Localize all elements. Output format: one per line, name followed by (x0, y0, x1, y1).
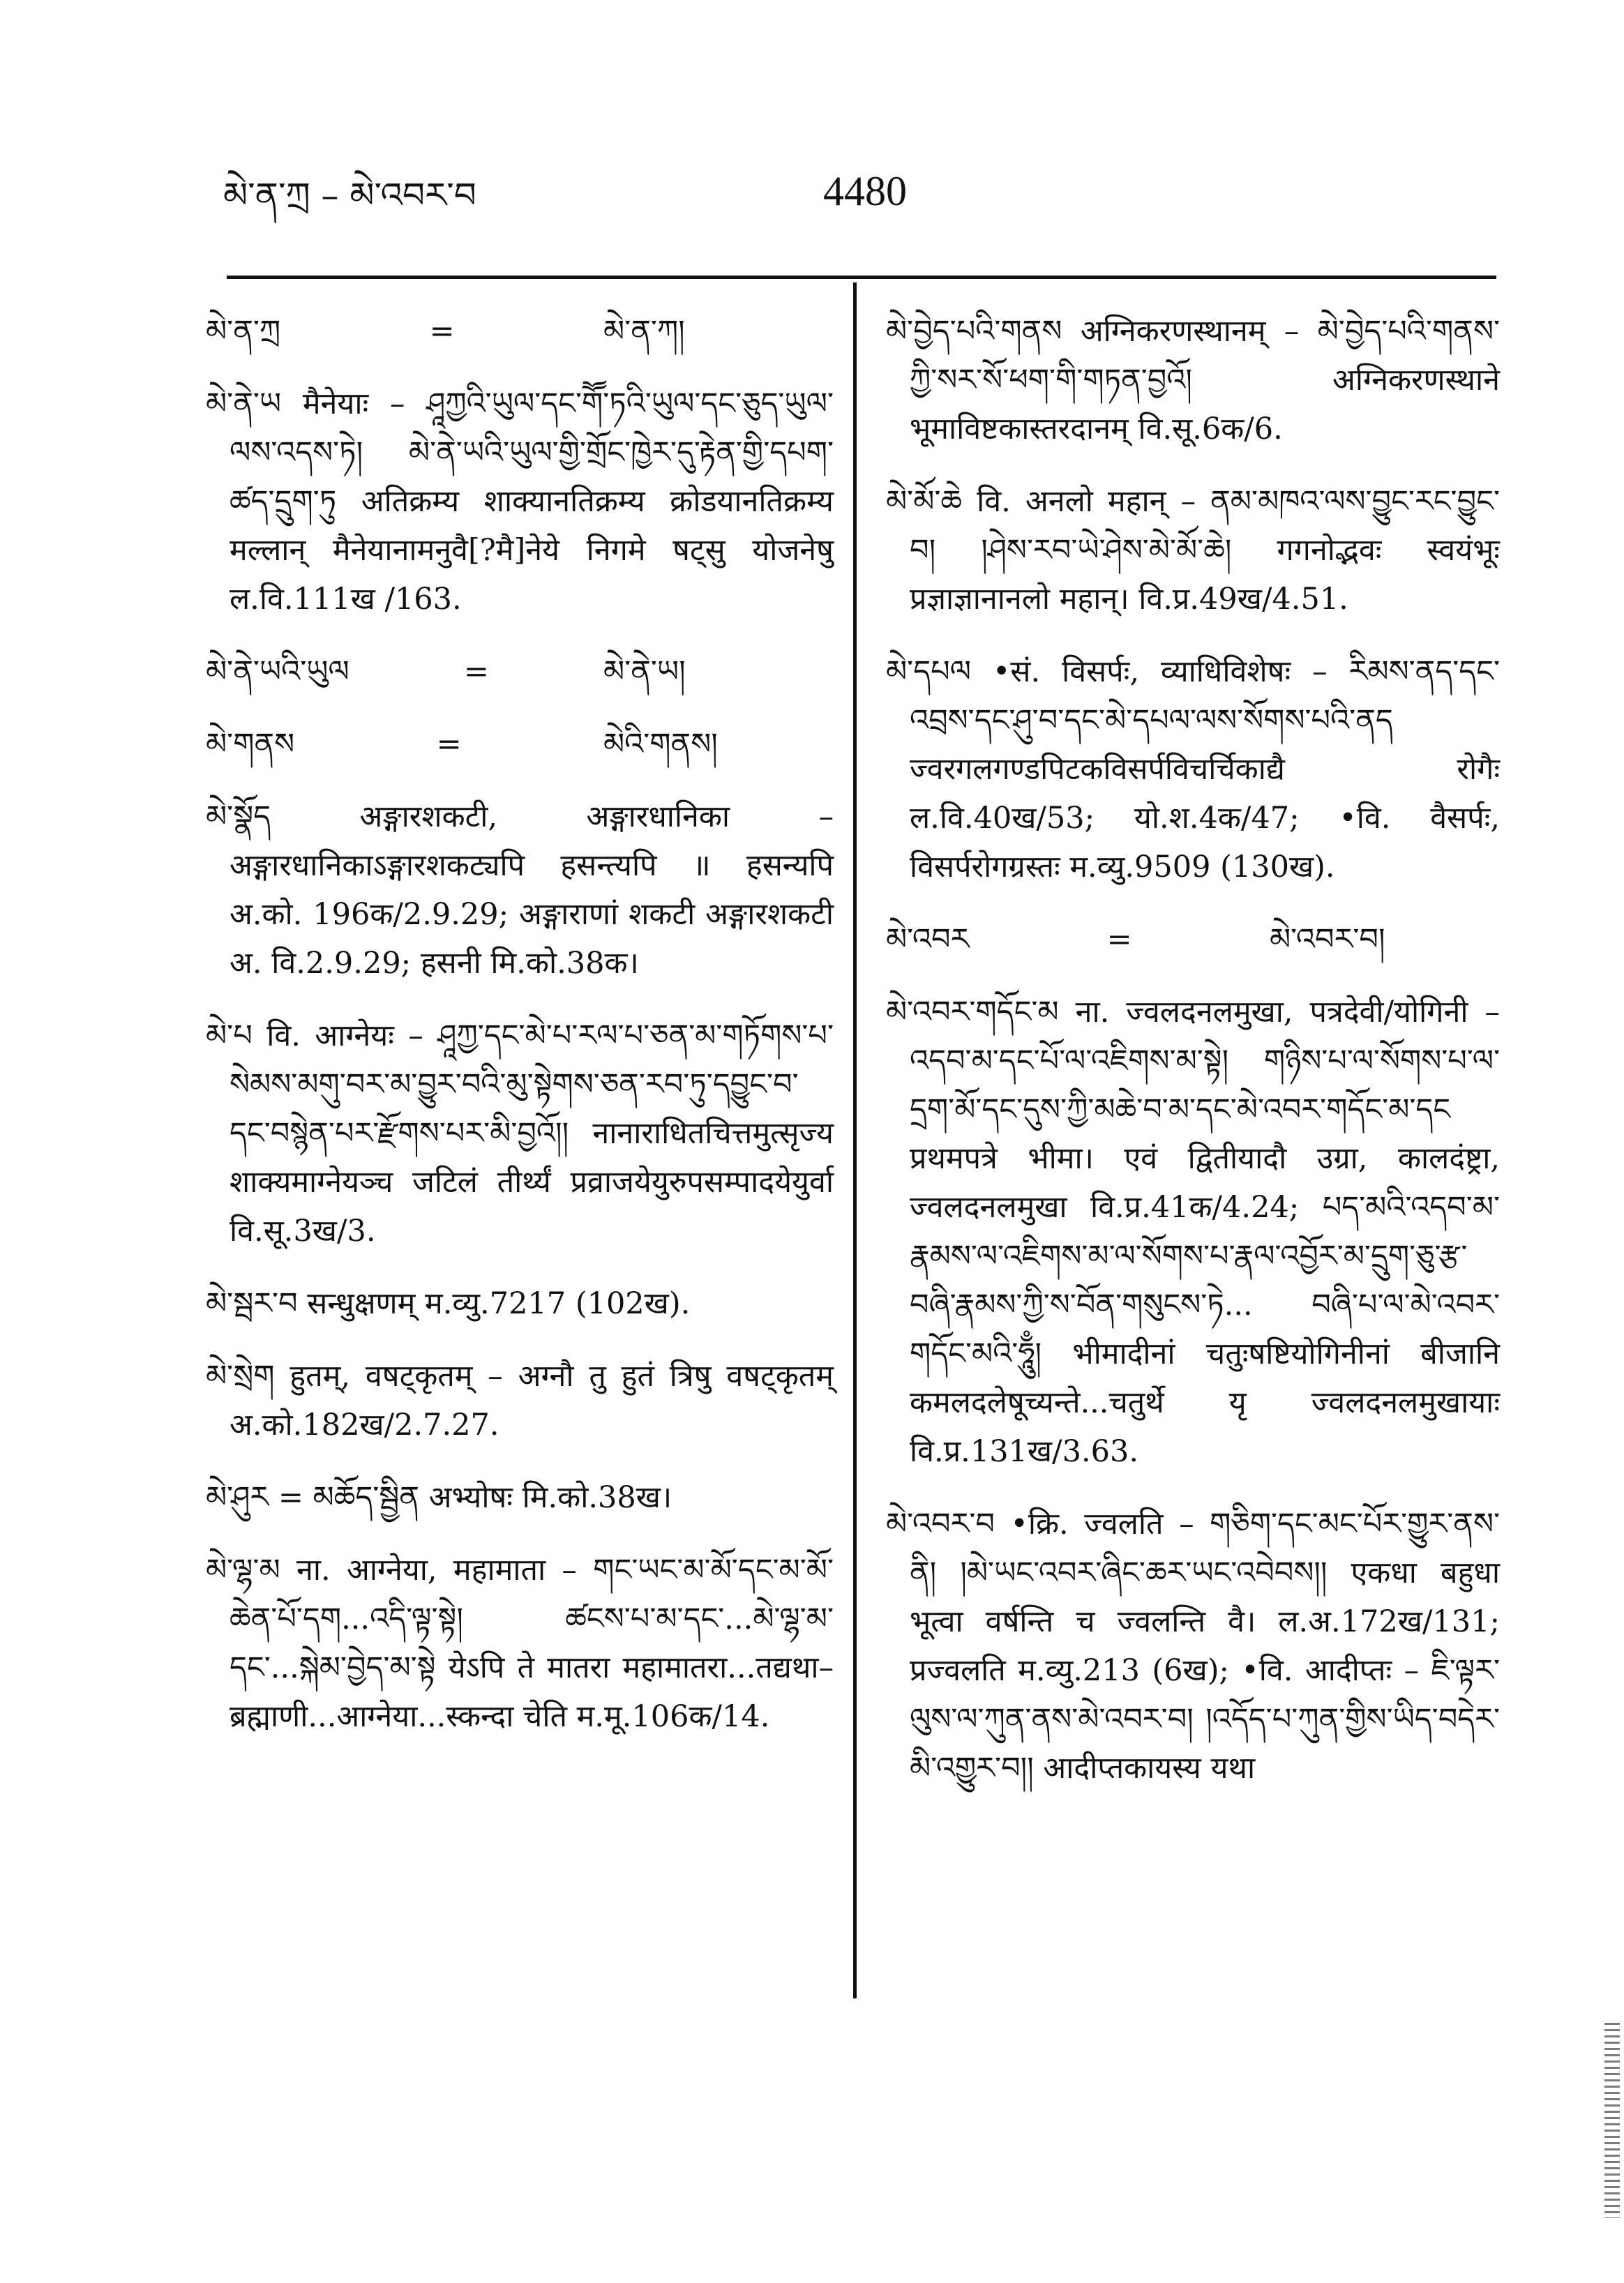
equals-sign: = (1106, 922, 1132, 957)
headword: མེ་ན་ཀྲ (206, 314, 281, 349)
left-column (206, 307, 834, 1765)
headword: མེ་འབར (886, 922, 970, 957)
equals-sign: = (436, 727, 462, 762)
running-header-range: མེ་ན་ཀྲ – མེ་འབར་བ (223, 175, 476, 216)
dictionary-entry: མེ་དཔལ •सं. विसर्पः, व्याधिविशेषः – རིམས་ནད་དང་འབྲས་དང་ཤུ་བ་དང་མེ་དཔལ་ལས་སོགས་པའི་ནད ज्वरगलगण्डपिटकविसर्पविचर्चिकाद्यै रोगैः ल.वि.40ख/53; यो.श.4क/47; •वि. वैसर्पः, विसर्परोगग्रस्तः म.व्यु.9509 (130ख). (886, 654, 1500, 884)
page-number: 4480 (823, 168, 907, 214)
column-divider (853, 282, 857, 1998)
reference-target: མེ་ན་ཀ། (603, 314, 685, 349)
dictionary-entry: མེ་བྱེད་པའི་གནས अग्निकरणस्थानम् – མེ་བྱེད་པའི་གནས་ཀྱི་སར་སོ་ཕག་གི་གཏན་བྱའོ། अग्निकरणस्थाने भूमाविष्टकास्तरदानम् वि.सू.6क/6. (886, 314, 1500, 446)
headword: མེ་གནས (206, 727, 295, 762)
reference-target: མེ་འབར་བ། (1270, 922, 1385, 957)
right-column (886, 307, 1500, 1816)
dictionary-entry: མེ་འབར་གདོང་མ ना. ज्वलदनलमुखा, पत्रदेवी/योगिनी – འདབ་མ་དང་པོ་ལ་འཇིགས་མ་སྟེ། གཉིས་པ་ལ་སོགས་པ་ལ་དྲག་མོ་དང་དུས་ཀྱི་མཆེ་བ་མ་དང་མེ་འབར་གདོང་མ་དང प्रथमपत्रे भीमा। एवं द्वितीयादौ उग्रा, कालदंष्ट्रा, ज्वलदनलमुखा वि.प्र.41क/4.24; པད་མའི་འདབ་མ་རྣམས་ལ་འཇིགས་མ་ལ་སོགས་པ་རྣལ་འབྱོར་མ་དྲུག་ཅུ་རྩ་བཞི་རྣམས་ཀྱི་ས་བོན་གསུངས་ཏེ... བཞི་པ་ལ་མེ་འབར་གདོང་མའི་ཧཱུྃ། भीमादीनां चतुःषष्टियोगिनीनां बीजानि कमलदलेषूच्यन्ते...चतुर्थे यृ ज्वलदनलमुखायाः वि.प्र.131ख/3.63. (886, 995, 1500, 1469)
dictionary-entry: མེ་པ वि. आग्नेयः – ཤཱཀྱ་དང་མེ་པ་རལ་པ་ཅན་མ་གཏོགས་པ་སེམས་མགུ་བར་མ་བྱུར་བའི་མུ་སྟེགས་ཅན་རབ་ཏུ་དབྱུང་བ་དང་བསྙེན་པར་རྫོགས་པར་མི་བྱའོ།། नानाराधितचित्तमुत्सृज्य शाक्यमाग्नेयञ्च जटिलं तीर्थ्यं प्रव्राजयेयुरुपसम्पादयेयुर्वा वि.सू.3ख/3. (206, 1018, 834, 1249)
header-rule (227, 276, 1496, 279)
dictionary-entry: མེ་མོ་ཆེ वि. अनलो महान् – ནམ་མཁའ་ལས་བྱུང་རང་བྱུང་བ། །ཤེས་རབ་ཡེ་ཤེས་མེ་མོ་ཆེ། गगनोद्भवः स्वयंभूः प्रज्ञाज्ञानानलो महान्। वि.प्र.49ख/4.51. (886, 484, 1500, 617)
cross-reference-entry (886, 915, 1500, 964)
dictionary-entry: མེ་ཤུར = མཆོད་སྦྱིན अभ्योषः मि.को.38ख। (206, 1480, 672, 1515)
headword: མེ་ནེ་ཡའི་ཡུལ (206, 654, 349, 689)
dictionary-entry: མེ་ལྷ་མ ना. आग्नेया, महामाता – གང་ཡང་མ་མོ་དང་མ་མོ་ཆེན་པོ་དག...འདི་ལྟ་སྟེ། ཚངས་པ་མ་དང་...མེ་ལྷ་མ་དང་...སྐེམ་བྱེད་མ་སྟེ येऽपि ते मातरा महामातरा...तद्यथा–ब्रह्माणी...आग्नेया...स्कन्दा चेति म.मू.106क/14. (206, 1553, 834, 1734)
dictionary-entry: མེ་སྦར་བ सन्धुक्षणम् म.व्यु.7217 (102ख). (206, 1286, 691, 1321)
dictionary-entry: མེ་སྲེག हुतम्, वषट्कृतम् – अग्नौ तु हुतं त्रिषु वषट्कृतम् अ.को.182ख/2.7.27. (206, 1359, 834, 1442)
dictionary-entry: མེ་ནེ་ཡ मैनेयाः – ཤཱཀྱའི་ཡུལ་དང་གཽ་ཏའི་ཡུལ་དང་ཅུད་ཡུལ་ལས་འདས་ཏེ། མེ་ནེ་ཡའི་ཡུལ་གྱི་གྲོང་ཁྱེར་དུ་རྟེན་གྱི་དཔག་ཚད་དྲུག་ཏུ अतिक्रम्य शाक्यानतिक्रम्य क्रोडयानतिक्रम्य मल्लान् मैनेयानामनुवै[?मै]नेये निगमे षट्सु योजनेषु ल.वि.111ख /163. (206, 386, 834, 617)
cross-reference-entry (206, 720, 834, 769)
dictionary-entry: མེ་སྣོད अङ्गारशकटी, अङ्गारधानिका – अङ्गारधानिकाऽङ्गारशकट्यपि हसन्त्यपि ॥ हसन्यपि अ.को. 196क/2.9.29; अङ्गाराणां शकटी अङ्गारशकटी अ. वि.2.9.29; हसनी मि.को.38क। (206, 799, 834, 981)
cross-reference-entry (206, 647, 834, 696)
reference-target: མེ་ནེ་ཡ། (603, 654, 686, 689)
cross-reference-entry (206, 307, 834, 356)
scan-edge-marks (1604, 2023, 1620, 2218)
equals-sign: = (429, 314, 455, 349)
equals-sign: = (463, 654, 489, 689)
dictionary-entry: མེ་འབར་བ •क्रि. ज्वलति – གཅིག་དང་མང་པོར་གྱུར་ནས་ནི། །མེ་ཡང་འབར་ཞིང་ཆར་ཡང་འབེབས།། एकधा बहुधा भूत्वा वर्षन्ति च ज्वलन्ति वै। ल.अ.172ख/131; प्रज्वलति म.व्यु.213 (6ख); •वि. आदीप्तः – ཇི་ལྟར་ལུས་ལ་ཀུན་ནས་མེ་འབར་བ། །འདོད་པ་ཀུན་གྱིས་ཡིད་བདེར་མི་འགྱུར་བ།། आदीप्तकायस्य यथा (886, 1507, 1500, 1786)
reference-target: མེའི་གནས། (603, 727, 718, 762)
